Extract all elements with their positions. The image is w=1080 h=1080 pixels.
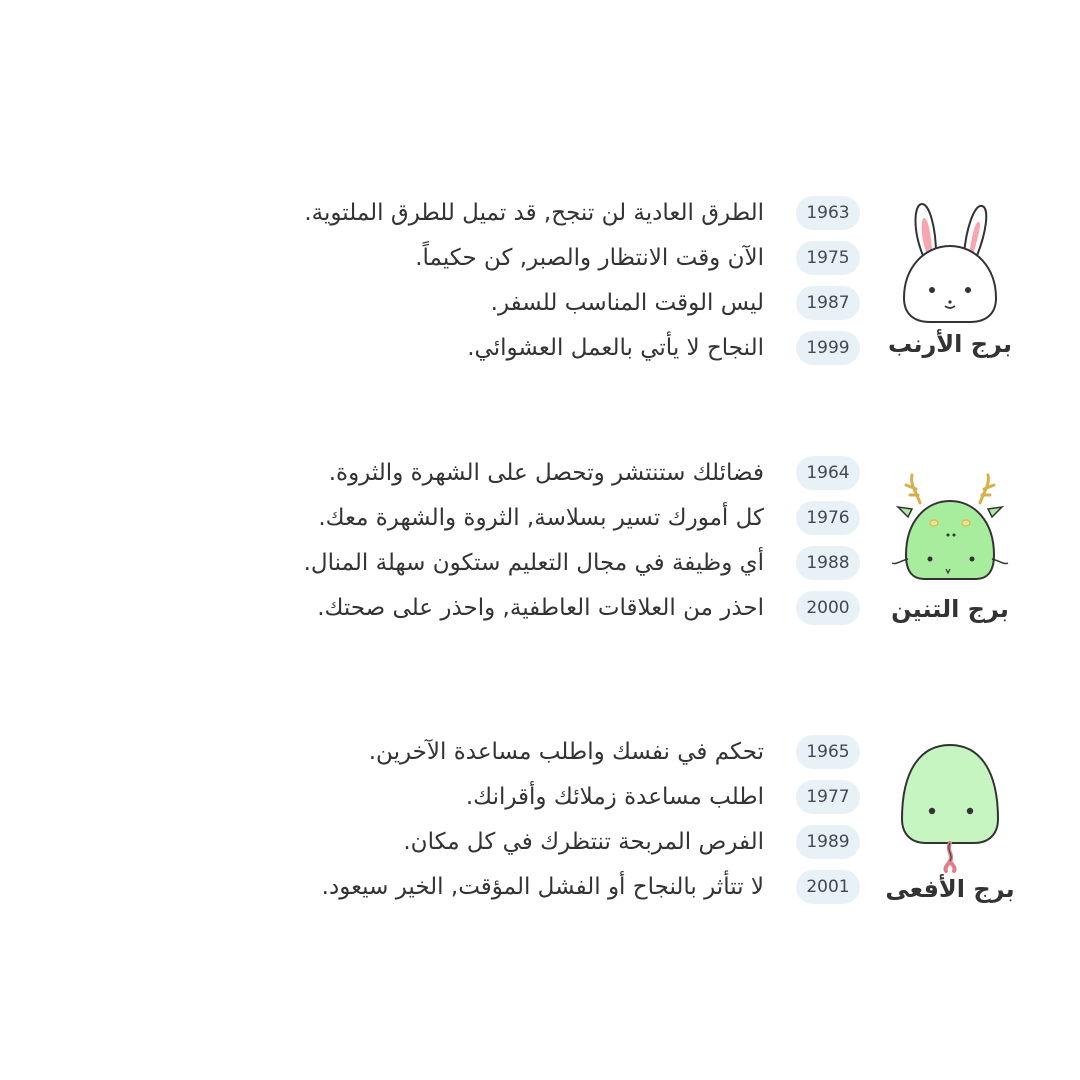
fortune-text: أي وظيفة في مجال التعليم ستكون سهلة المنال. [303,550,764,576]
fortune-text: النجاح لا يأتي بالعمل العشوائي. [467,335,764,361]
year-badge: 1989 [796,825,860,859]
year-badge: 1977 [796,780,860,814]
year-badge: 1963 [796,196,860,230]
sign-name: برج التنين [891,595,1009,623]
fortune-row [150,241,860,277]
fortune-text: احذر من العلاقات العاطفية, واحذر على صحتك. [317,595,764,621]
fortune-text: لا تتأثر بالنجاح أو الفشل المؤقت, الخير سيعود. [321,874,764,900]
fortune-text: اطلب مساعدة زملائك وأقرانك. [465,784,764,810]
year-badge: 1976 [796,501,860,535]
fortune-row [150,501,860,537]
rabbit-icon [890,190,1010,330]
sign-section-snake [0,725,1080,925]
year-badge: 1975 [796,241,860,275]
dragon-icon [890,455,1010,595]
snake-icon [890,735,1010,875]
sign-name: برج الأفعى [885,875,1015,903]
fortune-text: الفرص المربحة تنتظرك في كل مكان. [403,829,764,855]
year-badge: 1965 [796,735,860,769]
fortune-row [150,456,860,492]
fortune-row [150,546,860,582]
fortune-row [150,735,860,771]
year-badge: 1987 [796,286,860,320]
fortune-text: الآن وقت الانتظار والصبر, كن حكيماً. [415,245,764,271]
fortune-row [150,286,860,322]
fortune-row [150,780,860,816]
fortune-row [150,870,860,906]
fortune-text: فضائلك ستنتشر وتحصل على الشهرة والثروة. [328,460,764,486]
fortune-text: كل أمورك تسير بسلاسة, الثروة والشهرة معك. [318,505,764,531]
sign-section-rabbit [0,180,1080,380]
year-badge: 1964 [796,456,860,490]
fortune-text: الطرق العادية لن تنجح, قد تميل للطرق الملتوية. [304,200,764,226]
year-badge: 2000 [796,591,860,625]
year-badge: 1999 [796,331,860,365]
sign-name: برج الأرنب [888,330,1012,358]
fortune-row [150,331,860,367]
fortune-text: تحكم في نفسك واطلب مساعدة الآخرين. [368,739,764,765]
year-badge: 2001 [796,870,860,904]
fortune-row [150,591,860,627]
sign-section-dragon [0,445,1080,645]
fortune-row [150,196,860,232]
fortune-row [150,825,860,861]
fortune-text: ليس الوقت المناسب للسفر. [490,290,764,316]
year-badge: 1988 [796,546,860,580]
